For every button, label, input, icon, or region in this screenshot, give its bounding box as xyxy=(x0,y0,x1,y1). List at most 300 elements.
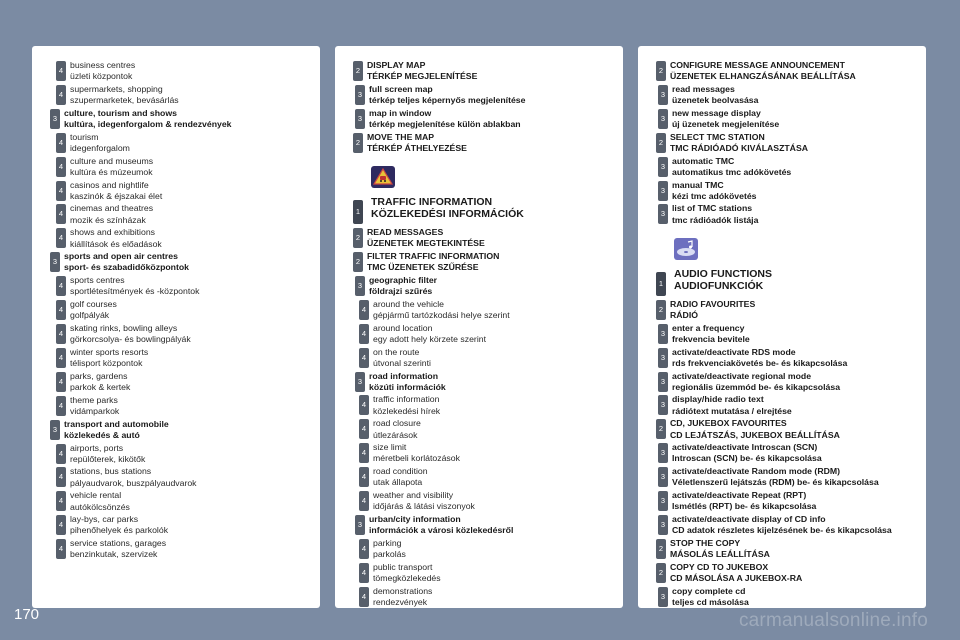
traffic-warning-icon xyxy=(371,166,619,190)
entry-english: full screen map xyxy=(369,83,433,94)
entry-hungarian: információk a városi közlekedésről xyxy=(369,525,514,536)
menu-entry-text xyxy=(373,562,441,584)
menu-entry-level-3 xyxy=(656,442,922,464)
menu-entry-level-2 xyxy=(656,418,922,440)
entry-hungarian: tömegközlekedés xyxy=(373,573,441,584)
level-badge: 4 xyxy=(359,300,369,320)
menu-entry-text xyxy=(373,442,460,464)
menu-entry-text xyxy=(670,562,802,584)
level-badge: 2 xyxy=(656,419,666,439)
entry-english: SELECT TMC STATION xyxy=(670,131,765,142)
level-badge: 2 xyxy=(353,252,363,272)
entry-hungarian: útlezárások xyxy=(373,429,418,440)
entry-english: copy complete cd xyxy=(672,585,746,596)
menu-entry-level-4 xyxy=(50,132,316,154)
menu-entry-text xyxy=(672,490,816,512)
menu-entry-level-3 xyxy=(50,419,316,441)
entry-hungarian: RÁDIÓ xyxy=(670,310,698,321)
menu-entry-level-4 xyxy=(50,203,316,225)
entry-hungarian: golfpályák xyxy=(70,310,110,321)
menu-entry-text xyxy=(670,418,840,440)
menu-entry-text xyxy=(70,180,162,202)
menu-entry-level-3 xyxy=(656,156,922,178)
menu-entry-level-3 xyxy=(656,514,922,536)
entry-english: read messages xyxy=(672,83,735,94)
entry-english: TRAFFIC INFORMATION xyxy=(371,196,493,209)
level-badge: 3 xyxy=(355,372,365,392)
entry-hungarian: térkép teljes képernyős megjelenítése xyxy=(369,95,526,106)
level-badge: 4 xyxy=(359,419,369,439)
level-badge: 3 xyxy=(658,157,668,177)
menu-column-1 xyxy=(32,46,320,608)
menu-entry-level-4 xyxy=(50,443,316,465)
entry-hungarian: Ismétlés (RPT) be- és kikapcsolása xyxy=(672,501,817,512)
menu-entry-level-3 xyxy=(353,108,619,130)
menu-entry-level-4 xyxy=(50,466,316,488)
menu-entry-level-3 xyxy=(656,586,922,608)
entry-hungarian: Véletlenszerű lejátszás (RDM) be- és kikapcsolása xyxy=(672,477,879,488)
level-badge: 4 xyxy=(359,467,369,487)
menu-entry-text xyxy=(64,419,169,441)
menu-entry-level-2 xyxy=(656,299,922,321)
entry-hungarian: közlekedés & autó xyxy=(64,429,140,440)
entry-english: cinemas and theatres xyxy=(70,203,154,214)
entry-english: stations, bus stations xyxy=(70,466,152,477)
menu-entry-level-4 xyxy=(353,299,619,321)
entry-hungarian: CD adatok részletes kijelzésének be- és kikapcsolása xyxy=(672,525,892,536)
entry-english: sports centres xyxy=(70,275,125,286)
entry-hungarian: sport- és szabadidőközpontok xyxy=(64,262,190,273)
entry-english: public transport xyxy=(373,561,433,572)
menu-entry-level-4 xyxy=(353,466,619,488)
entry-english: activate/deactivate regional mode xyxy=(672,370,812,381)
level-badge: 3 xyxy=(658,181,668,201)
entry-english: map in window xyxy=(369,107,432,118)
entry-english: sports and open air centres xyxy=(64,251,178,262)
menu-entry-level-4 xyxy=(50,299,316,321)
entry-english: service stations, garages xyxy=(70,538,167,549)
menu-entry-text xyxy=(70,132,130,154)
menu-entry-text xyxy=(670,132,808,154)
entry-hungarian: kézi tmc adókövetés xyxy=(672,190,757,201)
menu-entry-text xyxy=(373,299,510,321)
entry-hungarian: pályaudvarok, buszpályaudvarok xyxy=(70,477,197,488)
entry-english: AUDIO FUNCTIONS xyxy=(674,267,772,280)
level-badge: 3 xyxy=(658,85,668,105)
entry-hungarian: közúti információk xyxy=(369,381,446,392)
entry-english: READ MESSAGES xyxy=(367,227,444,238)
level-badge: 3 xyxy=(355,276,365,296)
entry-hungarian: tmc rádióadók listája xyxy=(672,214,759,225)
entry-english: parking xyxy=(373,537,402,548)
entry-english: demonstrations xyxy=(373,585,433,596)
level-badge: 2 xyxy=(353,228,363,248)
level-badge: 4 xyxy=(56,396,66,416)
menu-entry-text xyxy=(672,466,879,488)
level-badge: 4 xyxy=(359,587,369,607)
entry-english: business centres xyxy=(70,60,136,70)
entry-english: activate/deactivate Repeat (RPT) xyxy=(672,490,807,501)
menu-entry-text xyxy=(70,490,130,512)
entry-english: skating rinks, bowling alleys xyxy=(70,322,178,333)
entry-english: CD, JUKEBOX FAVOURITES xyxy=(670,418,787,429)
menu-entry-level-4 xyxy=(50,60,316,82)
menu-entry-text xyxy=(672,394,792,416)
menu-entry-level-3 xyxy=(656,180,922,202)
entry-english: airports, ports xyxy=(70,442,124,453)
menu-entry-level-2 xyxy=(353,251,619,273)
level-badge: 3 xyxy=(355,109,365,129)
level-badge: 4 xyxy=(359,348,369,368)
entry-english: parks, gardens xyxy=(70,370,128,381)
menu-entry-level-4 xyxy=(50,156,316,178)
entry-english: road closure xyxy=(373,418,421,429)
menu-entry-text xyxy=(672,371,840,393)
menu-entry-level-3 xyxy=(353,371,619,393)
entry-hungarian: új üzenetek megjelenítése xyxy=(672,119,780,130)
menu-entry-text xyxy=(70,466,197,488)
entry-hungarian: autókölcsönzés xyxy=(70,501,130,512)
menu-entry-text xyxy=(369,371,446,393)
menu-entry-level-4 xyxy=(353,562,619,584)
menu-entry-text xyxy=(670,299,755,321)
entry-hungarian: regionális üzemmód be- és kikapcsolása xyxy=(672,381,841,392)
menu-entry-level-4 xyxy=(353,394,619,416)
menu-entry-level-4 xyxy=(50,490,316,512)
entry-hungarian: benzinkutak, szervizek xyxy=(70,549,158,560)
level-badge: 2 xyxy=(656,61,666,81)
menu-entry-text xyxy=(64,251,189,273)
menu-entry-level-2 xyxy=(656,562,922,584)
entry-hungarian: rds frekvenciakövetés be- és kikapcsolása xyxy=(672,357,848,368)
level-badge: 3 xyxy=(50,420,60,440)
entry-hungarian: földrajzi szűrés xyxy=(369,286,433,297)
menu-entry-level-4 xyxy=(353,347,619,369)
level-badge: 4 xyxy=(56,228,66,248)
menu-entry-text xyxy=(672,586,749,608)
level-badge: 4 xyxy=(56,85,66,105)
entry-hungarian: AUDIOFUNKCIÓK xyxy=(674,279,764,292)
entry-hungarian: Introscan (SCN) be- és kikapcsolása xyxy=(672,453,822,464)
page-number: 170 xyxy=(14,606,40,623)
level-badge: 3 xyxy=(355,85,365,105)
level-badge: 3 xyxy=(658,372,668,392)
level-badge: 4 xyxy=(56,467,66,487)
entry-english: shows and exhibitions xyxy=(70,227,155,238)
menu-entry-text xyxy=(369,84,525,106)
entry-hungarian: TMC RÁDIÓADÓ KIVÁLASZTÁSA xyxy=(670,142,809,153)
entry-english: on the route xyxy=(373,346,420,357)
menu-entry-level-3 xyxy=(50,108,316,130)
entry-hungarian: CD MÁSOLÁSA A JUKEBOX-RA xyxy=(670,573,803,584)
menu-entry-level-2 xyxy=(353,227,619,249)
menu-entry-level-3 xyxy=(656,84,922,106)
entry-english: lay-bys, car parks xyxy=(70,514,139,525)
menu-entry-text xyxy=(70,275,199,297)
menu-entry-level-4 xyxy=(50,84,316,106)
entry-hungarian: egy adott hely körzete szerint xyxy=(373,333,486,344)
menu-entry-text xyxy=(369,108,521,130)
level-badge: 2 xyxy=(353,133,363,153)
level-badge: 3 xyxy=(658,443,668,463)
menu-entry-text xyxy=(373,586,432,608)
entry-hungarian: vidámparkok xyxy=(70,405,120,416)
entry-hungarian: TÉRKÉP MEGJELENÍTÉSE xyxy=(367,71,478,82)
level-badge: 2 xyxy=(656,563,666,583)
level-badge: 4 xyxy=(56,348,66,368)
entry-english: COPY CD TO JUKEBOX xyxy=(670,561,769,572)
entry-english: new message display xyxy=(672,107,761,118)
entry-english: FILTER TRAFFIC INFORMATION xyxy=(367,251,500,262)
menu-entry-text xyxy=(367,132,467,154)
level-badge: 2 xyxy=(353,61,363,81)
level-badge: 3 xyxy=(658,204,668,224)
entry-english: activate/deactivate display of CD info xyxy=(672,514,826,524)
entry-hungarian: térkép megjelenítése külön ablakban xyxy=(369,119,521,130)
menu-entry-text xyxy=(672,156,791,178)
level-badge: 4 xyxy=(359,563,369,583)
menu-entry-level-4 xyxy=(353,586,619,608)
menu-entry-text xyxy=(70,84,179,106)
menu-entry-level-4 xyxy=(50,227,316,249)
menu-entry-level-4 xyxy=(50,347,316,369)
menu-entry-level-4 xyxy=(353,538,619,560)
level-badge: 3 xyxy=(658,515,668,535)
menu-entry-level-3 xyxy=(353,275,619,297)
level-badge: 3 xyxy=(658,348,668,368)
menu-entry-text xyxy=(670,60,856,82)
entry-hungarian: időjárás & látási viszonyok xyxy=(373,501,475,512)
column-3-list xyxy=(656,60,922,608)
menu-entry-level-3 xyxy=(656,466,922,488)
level-badge: 4 xyxy=(359,491,369,511)
menu-entry-text xyxy=(674,268,772,292)
level-badge: 2 xyxy=(656,539,666,559)
menu-entry-text xyxy=(70,538,166,560)
menu-entry-level-3 xyxy=(353,84,619,106)
entry-hungarian: TÉRKÉP ÁTHELYEZÉSE xyxy=(367,142,467,153)
menu-entry-level-3 xyxy=(656,347,922,369)
menu-entry-level-3 xyxy=(656,108,922,130)
entry-english: activate/deactivate Random mode (RDM) xyxy=(672,466,840,477)
level-badge: 3 xyxy=(50,252,60,272)
menu-entry-text xyxy=(70,323,191,345)
entry-english: road information xyxy=(369,370,439,381)
level-badge: 3 xyxy=(355,515,365,535)
entry-english: road condition xyxy=(373,466,428,477)
entry-hungarian: KÖZLEKEDÉSI INFORMÁCIÓK xyxy=(371,208,524,221)
level-badge: 3 xyxy=(50,109,60,129)
entry-hungarian: idegenforgalom xyxy=(70,142,130,153)
menu-entry-text xyxy=(672,180,757,202)
menu-entry-level-2 xyxy=(656,60,922,82)
menu-column-3 xyxy=(638,46,926,608)
level-badge: 1 xyxy=(353,200,363,224)
menu-entry-level-4 xyxy=(50,323,316,345)
entry-hungarian: MÁSOLÁS LEÁLLÍTÁSA xyxy=(670,549,770,560)
menu-entry-text xyxy=(672,323,750,345)
menu-entry-text xyxy=(369,275,437,297)
menu-entry-text xyxy=(70,514,168,536)
menu-entry-level-2 xyxy=(353,60,619,82)
level-badge: 4 xyxy=(56,491,66,511)
entry-english: RADIO FAVOURITES xyxy=(670,298,756,309)
menu-entry-text xyxy=(672,203,758,225)
entry-english: culture, tourism and shows xyxy=(64,107,177,118)
menu-entry-text xyxy=(70,395,119,417)
column-1-list xyxy=(50,60,316,562)
entry-english: list of TMC stations xyxy=(672,203,753,214)
entry-english: tourism xyxy=(70,131,99,142)
entry-english: display/hide radio text xyxy=(672,394,764,405)
entry-english: MOVE THE MAP xyxy=(367,131,435,142)
menu-entry-text xyxy=(367,60,477,82)
entry-english: winter sports resorts xyxy=(70,346,149,357)
entry-english: urban/city information xyxy=(369,514,461,524)
entry-english: activate/deactivate RDS mode xyxy=(672,346,796,357)
entry-hungarian: pihenőhelyek és parkolók xyxy=(70,525,169,536)
menu-entry-level-4 xyxy=(50,275,316,297)
menu-entry-text xyxy=(373,418,421,440)
level-badge: 3 xyxy=(658,395,668,415)
menu-entry-text xyxy=(672,347,847,369)
menu-entry-text xyxy=(373,323,486,345)
entry-hungarian: kiállítások és előadások xyxy=(70,238,162,249)
menu-entry-level-4 xyxy=(353,442,619,464)
menu-entry-text xyxy=(70,60,135,82)
entry-hungarian: görkorcsolya- és bowlingpályák xyxy=(70,334,191,345)
entry-english: supermarkets, shopping xyxy=(70,83,163,94)
level-badge: 3 xyxy=(658,467,668,487)
level-badge: 3 xyxy=(658,491,668,511)
entry-english: golf courses xyxy=(70,299,117,310)
menu-entry-level-2 xyxy=(656,132,922,154)
menu-entry-level-4 xyxy=(353,418,619,440)
entry-hungarian: ÜZENETEK MEGTEKINTÉSE xyxy=(367,238,485,249)
menu-entry-text xyxy=(373,394,440,416)
level-badge: 4 xyxy=(56,539,66,559)
entry-english: activate/deactivate Introscan (SCN) xyxy=(672,442,818,453)
level-badge: 4 xyxy=(56,515,66,535)
entry-english: DISPLAY MAP xyxy=(367,60,426,70)
level-badge: 4 xyxy=(56,61,66,81)
menu-entry-level-3 xyxy=(353,514,619,536)
menu-entry-text xyxy=(70,443,145,465)
level-badge: 3 xyxy=(658,587,668,607)
menu-entry-level-4 xyxy=(353,490,619,512)
menu-entry-level-4 xyxy=(353,323,619,345)
menu-entry-text xyxy=(373,466,428,488)
entry-hungarian: télisport központok xyxy=(70,358,143,369)
entry-english: casinos and nightlife xyxy=(70,179,149,190)
level-badge: 4 xyxy=(56,324,66,344)
level-badge: 4 xyxy=(56,157,66,177)
menu-entry-text xyxy=(70,227,162,249)
menu-column-2 xyxy=(335,46,623,608)
entry-english: around the vehicle xyxy=(373,298,444,309)
level-badge: 4 xyxy=(56,276,66,296)
menu-entry-level-4 xyxy=(50,395,316,417)
column-2-list xyxy=(353,60,619,608)
menu-entry-text xyxy=(672,442,822,464)
entry-hungarian: mozik és színházak xyxy=(70,214,146,225)
entry-hungarian: parkok & kertek xyxy=(70,381,131,392)
level-badge: 4 xyxy=(359,324,369,344)
entry-hungarian: szupermarketek, bevásárlás xyxy=(70,95,179,106)
watermark: carmanualsonline.info xyxy=(738,610,928,631)
menu-entry-text xyxy=(672,514,892,536)
menu-entry-text xyxy=(367,251,499,273)
entry-hungarian: rádiótext mutatása / elrejtése xyxy=(672,405,792,416)
entry-english: manual TMC xyxy=(672,179,724,190)
menu-entry-level-4 xyxy=(50,371,316,393)
entry-hungarian: automatikus tmc adókövetés xyxy=(672,166,792,177)
menu-entry-level-3 xyxy=(656,490,922,512)
menu-entry-text xyxy=(670,538,770,560)
entry-hungarian: kultúra és múzeumok xyxy=(70,166,153,177)
entry-english: culture and museums xyxy=(70,155,154,166)
menu-entry-text xyxy=(64,108,232,130)
level-badge: 4 xyxy=(56,372,66,392)
level-badge: 4 xyxy=(56,204,66,224)
entry-hungarian: üzleti központok xyxy=(70,71,133,82)
menu-entry-text xyxy=(371,196,524,220)
menu-entry-text xyxy=(70,347,148,369)
level-badge: 4 xyxy=(56,300,66,320)
entry-english: theme parks xyxy=(70,394,118,405)
entry-hungarian: ÜZENETEK ELHANGZÁSÁNAK BEÁLLÍTÁSA xyxy=(670,71,856,82)
entry-english: size limit xyxy=(373,442,407,453)
menu-entry-text xyxy=(70,371,130,393)
menu-entry-text xyxy=(672,84,758,106)
entry-hungarian: méretbeli korlátozások xyxy=(373,453,460,464)
level-badge: 3 xyxy=(658,109,668,129)
entry-english: transport and automobile xyxy=(64,418,169,429)
menu-entry-level-2 xyxy=(353,132,619,154)
entry-hungarian: üzenetek beolvasása xyxy=(672,95,759,106)
entry-hungarian: TMC ÜZENETEK SZŰRÉSE xyxy=(367,262,479,273)
menu-entry-level-1 xyxy=(353,196,619,224)
menu-entry-level-4 xyxy=(50,514,316,536)
level-badge: 4 xyxy=(56,444,66,464)
entry-hungarian: teljes cd másolása xyxy=(672,596,749,607)
menu-entry-level-3 xyxy=(656,394,922,416)
entry-english: weather and visibility xyxy=(373,490,454,501)
entry-english: traffic information xyxy=(373,394,440,405)
entry-english: enter a frequency xyxy=(672,322,745,333)
menu-entry-level-4 xyxy=(50,180,316,202)
level-badge: 4 xyxy=(359,443,369,463)
menu-entry-text xyxy=(373,538,406,560)
menu-entry-text xyxy=(70,203,153,225)
audio-cd-icon xyxy=(674,238,922,262)
level-badge: 2 xyxy=(656,133,666,153)
entry-hungarian: kaszinók & éjszakai élet xyxy=(70,190,163,201)
entry-english: around location xyxy=(373,322,433,333)
level-badge: 4 xyxy=(56,133,66,153)
level-badge: 2 xyxy=(656,300,666,320)
entry-hungarian: CD LEJÁTSZÁS, JUKEBOX BEÁLLÍTÁSA xyxy=(670,429,840,440)
entry-hungarian: közlekedési hírek xyxy=(373,405,441,416)
menu-entry-text xyxy=(373,490,475,512)
entry-hungarian: sportlétesítmények és -központok xyxy=(70,286,200,297)
entry-english: vehicle rental xyxy=(70,490,122,501)
menu-entry-text xyxy=(367,227,485,249)
entry-english: geographic filter xyxy=(369,274,438,285)
menu-entry-level-3 xyxy=(50,251,316,273)
entry-hungarian: rendezvények xyxy=(373,596,428,607)
menu-entry-level-3 xyxy=(656,203,922,225)
